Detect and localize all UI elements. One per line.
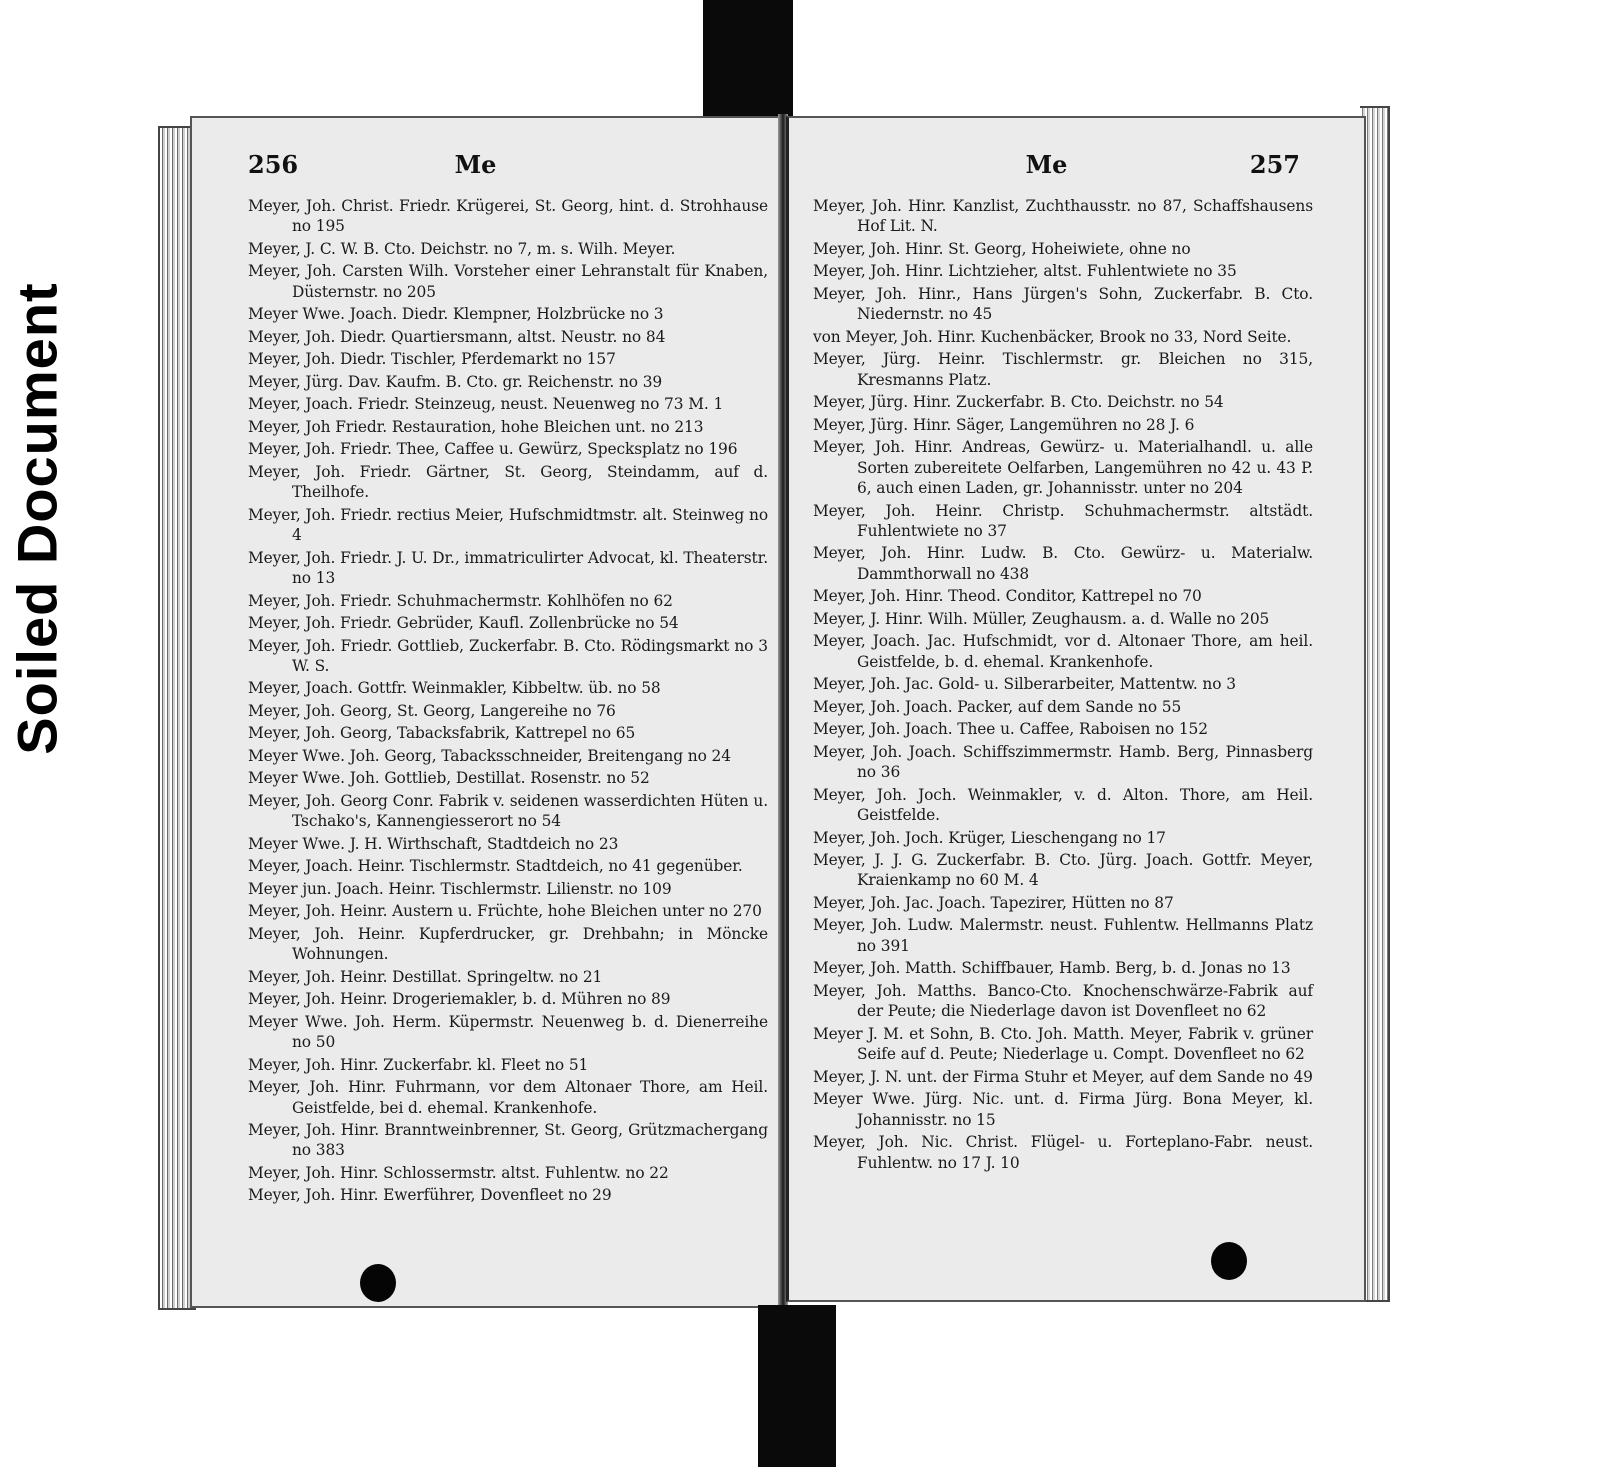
- directory-entry: Meyer, Joach. Gottfr. Weinmakler, Kibbeltw. üb. no 58: [248, 679, 661, 698]
- directory-entry: Meyer, Joh. Joach. Packer, auf dem Sande no 55: [813, 697, 1182, 716]
- left-page: [190, 116, 782, 1308]
- directory-entry: Meyer, Joh. Georg Conr. Fabrik v. seidenen wasserdichten Hüten u. Tschako's, Kannengiesserort no 54: [248, 791, 768, 831]
- directory-entry: Meyer, Joh. Joch. Krüger, Lieschengang no 17: [813, 828, 1166, 847]
- left-page-header: [192, 150, 779, 184]
- soiled-document-label-text: Soiled Document: [5, 281, 69, 755]
- directory-entry: Meyer, Joh. Jac. Gold- u. Silberarbeiter, Mattentw. no 3: [813, 675, 1236, 694]
- directory-entry: Meyer, Joh. Matth. Schiffbauer, Hamb. Berg, b. d. Jonas no 13: [813, 959, 1291, 978]
- directory-entry: Meyer, Joh. Matths. Banco-Cto. Knochenschwärze-Fabrik auf der Peute; die Niederlage davon ist Dovenfleet no 62: [813, 981, 1313, 1021]
- directory-entry: Meyer, Joh Friedr. Restauration, hohe Bleichen unt. no 213: [248, 417, 704, 436]
- directory-entry: Meyer, Joh. Joch. Weinmakler, v. d. Alton. Thore, am Heil. Geistfelde.: [813, 785, 1313, 825]
- directory-entry: von Meyer, Joh. Hinr. Kuchenbäcker, Brook no 33, Nord Seite.: [813, 327, 1292, 346]
- directory-entry: Meyer, J. N. unt. der Firma Stuhr et Meyer, auf dem Sande no 49: [813, 1067, 1313, 1086]
- directory-entry: Meyer Wwe. Joach. Diedr. Klempner, Holzbrücke no 3: [248, 305, 664, 324]
- directory-entry: Meyer, Jürg. Hinr. Zuckerfabr. B. Cto. Deichstr. no 54: [813, 393, 1224, 412]
- directory-entry: Meyer, Joh. Hinr. Andreas, Gewürz- u. Materialhandl. u. alle Sorten zubereitete Oelfarben, Langemühren no 42 u. 43 P. 6, auch einen Laden, gr. Johannisstr. unter no 204: [813, 438, 1313, 498]
- directory-entry: Meyer, Joh. Hinr. Ludw. B. Cto. Gewürz- u. Materialw. Dammthorwall no 438: [813, 544, 1313, 583]
- directory-entry: Meyer, J. C. W. B. Cto. Deichstr. no 7, m. s. Wilh. Meyer.: [248, 239, 676, 258]
- right-page-number: 257: [1249, 150, 1300, 179]
- directory-entry: Meyer, Joh. Heinr. Christp. Schuhmachermstr. altstädt. Fuhlentwiete no 37: [813, 501, 1313, 540]
- directory-entry: Meyer Wwe. J. H. Wirthschaft, Stadtdeich no 23: [248, 834, 619, 853]
- directory-entry: Meyer J. M. et Sohn, B. Cto. Joh. Matth. Meyer, Fabrik v. grüner Seife auf d. Peute; Niederlage u. Compt. Dovenfleet no 62: [813, 1024, 1313, 1064]
- directory-entry: Meyer, Joh. Hinr. Kanzlist, Zuchthausstr. no 87, Schaffshausens Hof Lit. N.: [813, 197, 1313, 236]
- directory-entry: Meyer Wwe. Joh. Herm. Küpermstr. Neuenweg b. d. Dienerreihe no 50: [248, 1012, 768, 1052]
- left-page-header-title: Me: [454, 150, 497, 179]
- directory-entry: Meyer, Joh. Friedr. Schuhmachermstr. Kohlhöfen no 62: [248, 591, 673, 610]
- soiled-document-label: [6, 268, 68, 768]
- right-page: [786, 116, 1366, 1302]
- directory-entry: Meyer, Jürg. Dav. Kaufm. B. Cto. gr. Reichenstr. no 39: [248, 372, 663, 391]
- directory-entry: Meyer jun. Joach. Heinr. Tischlermstr. Lilienstr. no 109: [248, 879, 672, 898]
- directory-entry: Meyer, Joh. Friedr. Gebrüder, Kaufl. Zollenbrücke no 54: [248, 614, 679, 633]
- directory-entry: Meyer, Joh. Ludw. Malermstr. neust. Fuhlentw. Hellmanns Platz no 391: [813, 916, 1313, 955]
- directory-entry: Meyer, Joh. Friedr. Gottlieb, Zuckerfabr. B. Cto. Rödingsmarkt no 3 W. S.: [248, 636, 768, 675]
- directory-entry: Meyer Wwe. Joh. Gottlieb, Destillat. Rosenstr. no 52: [248, 769, 650, 788]
- directory-entry: Meyer, Joh. Christ. Friedr. Krügerei, St. Georg, hint. d. Strohhause no 195: [248, 197, 768, 236]
- directory-entry: Meyer, J. Hinr. Wilh. Müller, Zeughausm. a. d. Walle no 205: [813, 609, 1270, 628]
- directory-entry: Meyer, Joh. Hinr. Zuckerfabr. kl. Fleet no 51: [248, 1055, 589, 1074]
- bookmark-ribbon-bottom: [758, 1305, 836, 1467]
- directory-entry: Meyer, Joh. Heinr. Drogeriemakler, b. d. Mühren no 89: [248, 990, 671, 1009]
- directory-entry: Meyer, Joh. Hinr., Hans Jürgen's Sohn, Zuckerfabr. B. Cto. Niedernstr. no 45: [813, 284, 1313, 324]
- left-page-entries: [248, 196, 768, 1208]
- directory-entry: Meyer, Joh. Friedr. Gärtner, St. Georg, Steindamm, auf d. Theilhofe.: [248, 462, 768, 502]
- directory-entry: Meyer, Joh. Carsten Wilh. Vorsteher einer Lehranstalt für Knaben, Düsternstr. no 205: [248, 262, 768, 301]
- directory-entry: Meyer Wwe. Joh. Georg, Tabacksschneider, Breitengang no 24: [248, 746, 731, 765]
- directory-entry: Meyer, Joh. Jac. Joach. Tapezirer, Hütten no 87: [813, 893, 1174, 912]
- directory-entry: Meyer, Joh. Friedr. Thee, Caffee u. Gewürz, Specksplatz no 196: [248, 440, 738, 459]
- directory-entry: Meyer, Jürg. Heinr. Tischlermstr. gr. Bleichen no 315, Kresmanns Platz.: [813, 350, 1313, 389]
- directory-entry: Meyer, Joh. Hinr. St. Georg, Hoheiwiete, ohne no: [813, 239, 1191, 258]
- directory-entry: Meyer, Joh. Joach. Thee u. Caffee, Raboisen no 152: [813, 720, 1208, 739]
- right-page-entries: [813, 196, 1313, 1175]
- directory-entry: Meyer, Joh. Diedr. Tischler, Pferdemarkt no 157: [248, 350, 616, 369]
- directory-entry: Meyer Wwe. Jürg. Nic. unt. d. Firma Jürg. Bona Meyer, kl. Johannisstr. no 15: [813, 1090, 1313, 1129]
- directory-entry: Meyer, Joh. Heinr. Austern u. Früchte, hohe Bleichen unter no 270: [248, 902, 762, 921]
- directory-entry: Meyer, Joh. Diedr. Quartiersmann, altst. Neustr. no 84: [248, 327, 666, 346]
- directory-entry: Meyer, Joh. Hinr. Schlossermstr. altst. Fuhlentw. no 22: [248, 1163, 669, 1182]
- directory-entry: Meyer, Joh. Hinr. Theod. Conditor, Kattrepel no 70: [813, 587, 1202, 606]
- ink-blot: [360, 1264, 396, 1302]
- ink-blot: [1211, 1242, 1247, 1280]
- bookmark-ribbon-top: [703, 0, 793, 122]
- directory-entry: Meyer, Joach. Jac. Hufschmidt, vor d. Altonaer Thore, am heil. Geistfelde, b. d. ehemal. Krankenhofe.: [813, 632, 1313, 671]
- right-page-header-title: Me: [1025, 150, 1068, 179]
- directory-entry: Meyer, J. J. G. Zuckerfabr. B. Cto. Jürg. Joach. Gottfr. Meyer, Kraienkamp no 60 M. 4: [813, 851, 1313, 890]
- directory-entry: Meyer, Joh. Nic. Christ. Flügel- u. Forteplano-Fabr. neust. Fuhlentw. no 17 J. 10: [813, 1133, 1313, 1172]
- directory-entry: Meyer, Joh. Hinr. Fuhrmann, vor dem Altonaer Thore, am Heil. Geistfelde, bei d. ehemal. Krankenhofe.: [248, 1078, 768, 1117]
- directory-entry: Meyer, Joh. Hinr. Lichtzieher, altst. Fuhlentwiete no 35: [813, 262, 1237, 281]
- directory-entry: Meyer, Joh. Heinr. Kupferdrucker, gr. Drehbahn; in Möncke Wohnungen.: [248, 924, 768, 964]
- directory-entry: Meyer, Joh. Georg, Tabacksfabrik, Kattrepel no 65: [248, 724, 636, 743]
- left-page-number: 256: [248, 150, 299, 179]
- directory-entry: Meyer, Joh. Joach. Schiffszimmermstr. Hamb. Berg, Pinnasberg no 36: [813, 742, 1313, 782]
- directory-entry: Meyer, Joach. Friedr. Steinzeug, neust. Neuenweg no 73 M. 1: [248, 395, 724, 414]
- directory-entry: Meyer, Joh. Hinr. Branntweinbrenner, St. Georg, Grützmachergang no 383: [248, 1121, 768, 1160]
- open-book: [158, 106, 1390, 1316]
- directory-entry: Meyer, Joh. Heinr. Destillat. Springeltw. no 21: [248, 967, 603, 986]
- directory-entry: Meyer, Joh. Georg, St. Georg, Langereihe no 76: [248, 701, 616, 720]
- directory-entry: Meyer, Jürg. Hinr. Säger, Langemühren no 28 J. 6: [813, 415, 1195, 434]
- directory-entry: Meyer, Joh. Friedr. rectius Meier, Hufschmidtmstr. alt. Steinweg no 4: [248, 505, 768, 545]
- right-page-header: [789, 150, 1364, 184]
- directory-entry: Meyer, Joh. Hinr. Ewerführer, Dovenfleet no 29: [248, 1186, 612, 1205]
- directory-entry: Meyer, Joach. Heinr. Tischlermstr. Stadtdeich, no 41 gegenüber.: [248, 857, 743, 876]
- directory-entry: Meyer, Joh. Friedr. J. U. Dr., immatriculirter Advocat, kl. Theaterstr. no 13: [248, 548, 768, 588]
